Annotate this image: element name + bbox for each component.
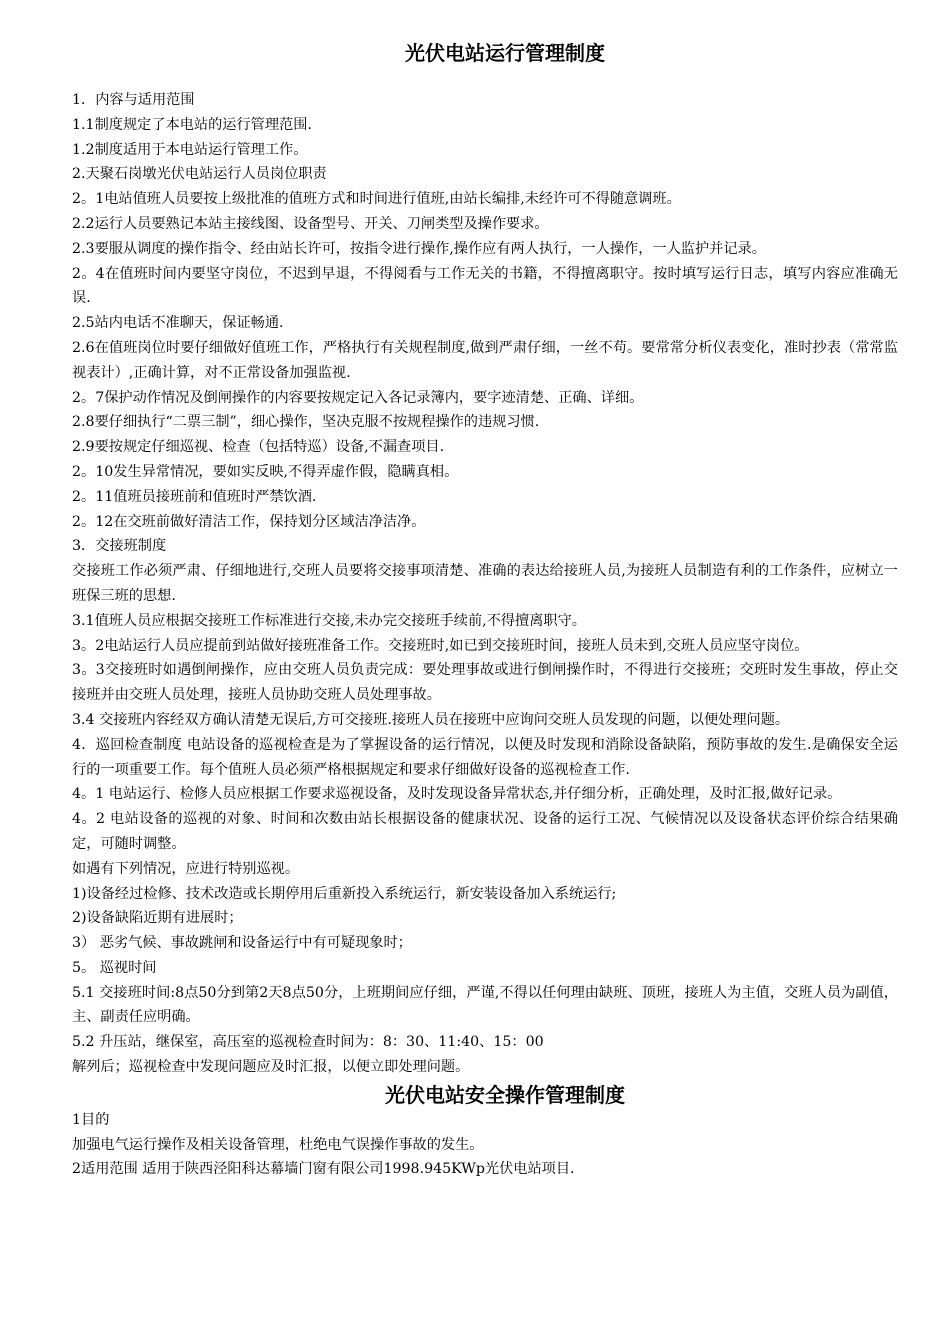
paragraph: 3。2电站运行人员应提前到站做好接班准备工作。交接班时,如已到交接班时间，接班人员未到,交班人员应坚守岗位。 <box>72 637 809 654</box>
paragraph: 2.3要服从调度的操作指令、经由站长许可，按指令进行操作,操作应有两人执行，一人操作，一人监护并记录。 <box>72 240 766 257</box>
paragraph: 2。10发生异常情况，要如实反映,不得弄虚作假，隐瞒真相。 <box>72 463 459 480</box>
paragraph: 3。3交接班时如遇倒闸操作，应由交班人员负责完成：要处理事故或进行倒闸操作时，不得进行交接班；交班时发生事故，停止交接班并由交班人员处理，接班人员协助交班人员处理事故。 <box>72 662 898 704</box>
paragraph: 2)设备缺陷近期有进展时； <box>72 910 243 927</box>
paragraph: 1)设备经过检修、技术改造或长期停用后重新投入系统运行，新安装设备加入系统运行; <box>72 885 617 902</box>
paragraph: 5.2 升压站，继保室，高压室的巡视检查时间为：8：30、11:40、15：00 <box>72 1034 544 1051</box>
paragraph: 1目的 <box>72 1111 110 1128</box>
paragraph: 5.1 交接班时间:8点50分到第2天8点50分，上班期间应仔细，严谨,不得以任何理由缺班、顶班，接班人为主值，交班人员为副值，主、副责任应明确。 <box>72 984 898 1026</box>
paragraph: 解列后；巡视检查中发现问题应及时汇报，以便立即处理问题。 <box>72 1059 470 1076</box>
paragraph: 4．巡回检查制度 电站设备的巡视检查是为了掌握设备的运行情况，以便及时发现和消除设备缺陷，预防事故的发生.是确保安全运行的一项重要工作。每个值班人员必须严格根据规定和要求仔细做好设备的巡视检查工作. <box>72 736 898 778</box>
paragraph: 1.1制度规定了本电站的运行管理范围. <box>72 116 312 133</box>
document-page <box>72 36 898 1182</box>
paragraph: 2。11值班员接班前和值班时严禁饮酒. <box>72 488 317 505</box>
paragraph: 3.4 交接班内容经双方确认清楚无误后,方可交接班.接班人员在接班中应询问交班人员发现的问题，以便处理问题。 <box>72 711 790 728</box>
paragraph: 1.2制度适用于本电站运行管理工作。 <box>72 141 308 158</box>
paragraph: 2.2运行人员要熟记本站主接线图、设备型号、开关、刀闸类型及操作要求。 <box>72 215 549 232</box>
paragraph: 2.8要仔细执行“二票三制”，细心操作，坚决克服不按规程操作的违规习惯. <box>72 414 540 431</box>
paragraph: 4。1 电站运行、检修人员应根据工作要求巡视设备，及时发现设备异常状态,并仔细分析，正确处理，及时汇报,做好记录。 <box>72 786 842 803</box>
paragraph: 2.9要按规定仔细巡视、检查（包括特巡）设备,不漏查项目. <box>72 439 445 456</box>
paragraph: 如遇有下列情况，应进行特别巡视。 <box>72 860 300 877</box>
paragraph: 1．内容与适用范围 <box>72 92 195 108</box>
paragraph: 2。12在交班前做好清洁工作，保持划分区域洁净洁净。 <box>72 513 426 530</box>
paragraph: 加强电气运行操作及相关设备管理，杜绝电气误操作事故的发生。 <box>72 1136 484 1153</box>
paragraph: 2。7保护动作情况及倒闸操作的内容要按规定记入各记录簿内，要字迹清楚、正确、详细。 <box>72 389 644 406</box>
paragraph: 5。 巡视时间 <box>72 959 157 976</box>
section-title: 光伏电站安全操作管理制度 <box>385 1082 625 1107</box>
paragraph: 交接班工作必须严肃、仔细地进行,交班人员要将交接事项清楚、准确的表达给接班人员,为接班人员制造有利的工作条件，应树立一班保三班的思想. <box>72 563 898 604</box>
paragraph: 2.天聚石岗墩光伏电站运行人员岗位职责 <box>72 166 327 183</box>
paragraph: 3．交接班制度 <box>72 538 167 555</box>
paragraph: 2适用范围 适用于陕西泾阳科达幕墙门窗有限公司1998.945KWp光伏电站项目. <box>72 1161 575 1178</box>
paragraph: 4。2 电站设备的巡视的对象、时间和次数由站长根据设备的健康状况、设备的运行工况、气候情况以及设备状态评价综合结果确定，可随时调整。 <box>72 811 898 852</box>
document-title: 光伏电站运行管理制度 <box>405 41 605 65</box>
paragraph: 3） 恶劣气候、事故跳闸和设备运行中有可疑现象时； <box>72 935 412 952</box>
paragraph: 3.1值班人员应根据交接班工作标准进行交接,未办完交接班手续前,不得擅离职守。 <box>72 612 586 629</box>
paragraph: 2。4在值班时间内要坚守岗位，不迟到早退，不得阅看与工作无关的书籍，不得擅离职守。按时填写运行日志，填写内容应准确无误. <box>72 265 898 307</box>
paragraph: 2.5站内电话不准聊天，保证畅通. <box>72 315 284 332</box>
paragraph: 2.6在值班岗位时要仔细做好值班工作，严格执行有关规程制度,做到严肃仔细，一丝不苟。要常常分析仪表变化，准时抄表（常常监视表计）,正确计算，对不正常设备加强监视. <box>72 339 898 381</box>
paragraph: 2。1电站值班人员要按上级批准的值班方式和时间进行值班,由站长编排,未经许可不得随意调班。 <box>72 191 681 208</box>
